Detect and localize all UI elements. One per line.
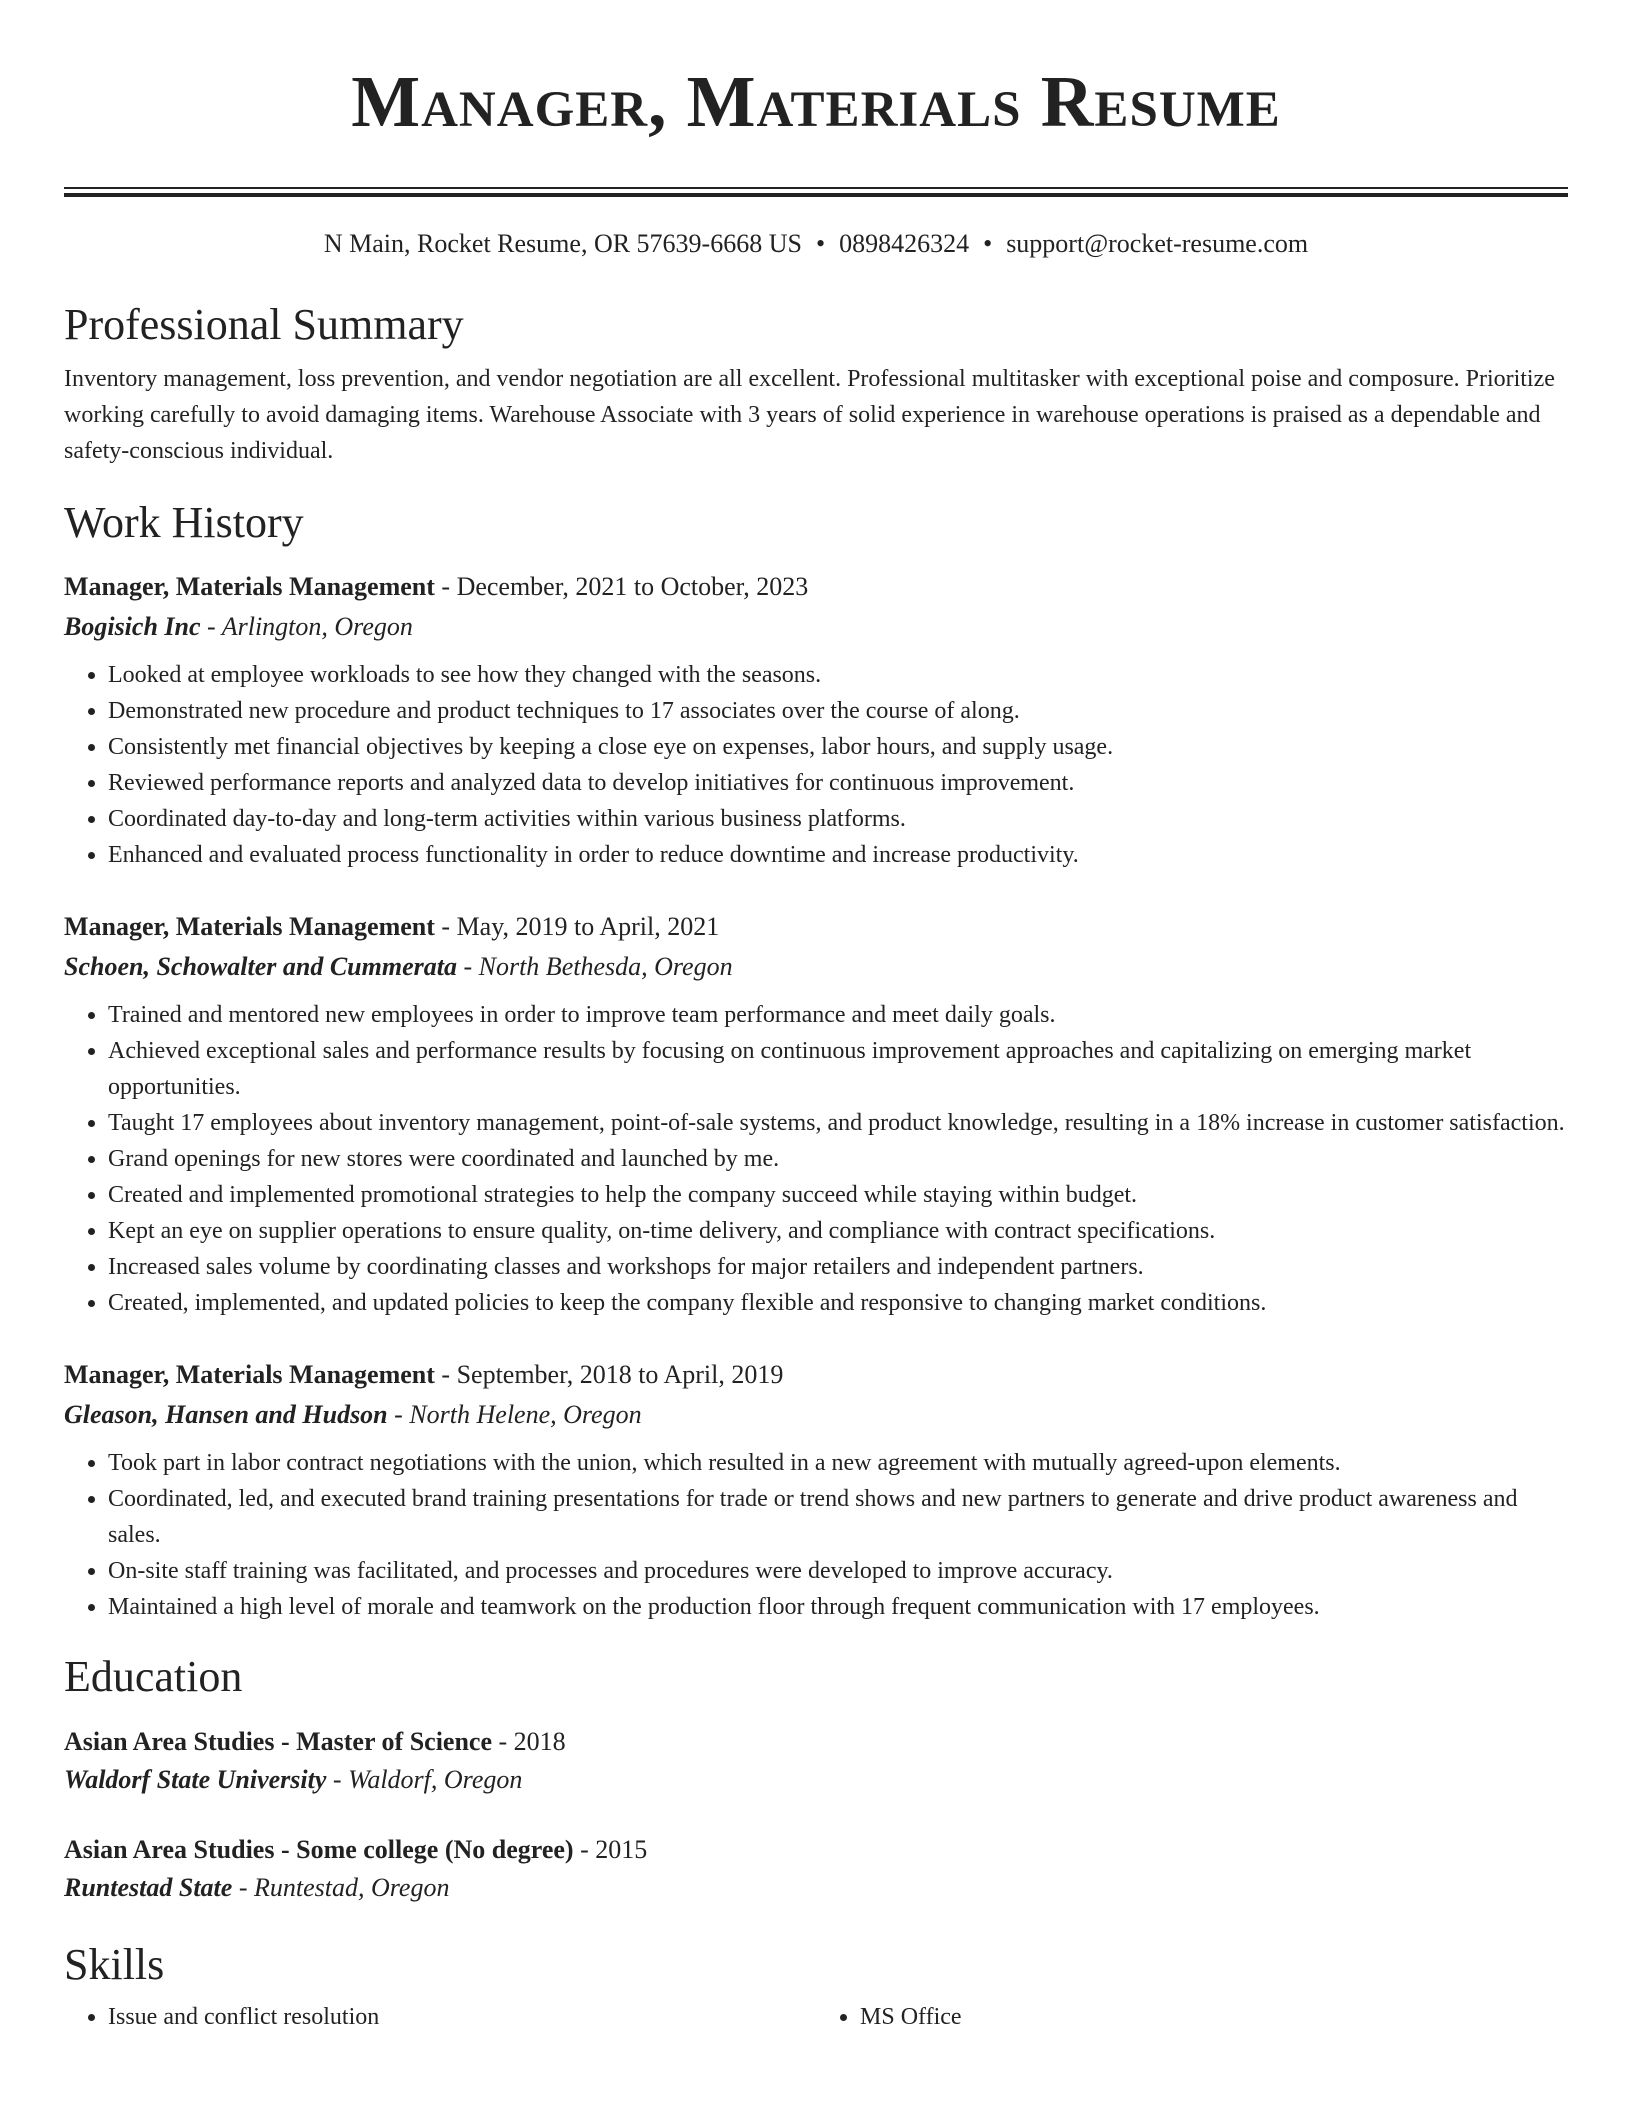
- work-history-heading: Work History: [64, 498, 304, 547]
- job-bullet: • Kept an eye on supplier operations to ensure quality, on-time delivery, and compliance with contract specifications.: [108, 1213, 1568, 1249]
- job-title: Manager, Materials Management: [64, 912, 435, 941]
- contact-separator: •: [983, 229, 993, 258]
- education-degree: Asian Area Studies - Master of Science: [64, 1727, 492, 1756]
- contact-line: [64, 227, 1568, 261]
- job-bullets: [64, 997, 1568, 1321]
- job-company: Gleason, Hansen and Hudson: [64, 1400, 388, 1429]
- contact-address: N Main, Rocket Resume, OR 57639-6668 US: [323, 229, 802, 258]
- job-title-line: [64, 1355, 1568, 1395]
- job-entry: [64, 1355, 1568, 1625]
- education-entry: [64, 1723, 1568, 1799]
- job-company-line: [64, 607, 1568, 647]
- job-bullet: • On-site staff training was facilitated, and processes and procedures were developed to improve accuracy.: [108, 1553, 1568, 1589]
- job-dates: - May, 2019 to April, 2021: [434, 912, 720, 941]
- education-school-line: [64, 1761, 1568, 1799]
- job-bullet: • Increased sales volume by coordinating classes and workshops for major retailers and independent partners.: [108, 1249, 1568, 1285]
- job-company: Bogisich Inc: [64, 612, 201, 641]
- contact-email: support@rocket-resume.com: [1006, 229, 1309, 258]
- skill-item: • MS Office: [860, 1999, 1568, 2035]
- job-title: Manager, Materials Management: [64, 572, 435, 601]
- job-bullet: • Took part in labor contract negotiations with the union, which resulted in a new agreement with mutually agreed-upon elements.: [108, 1445, 1568, 1481]
- skills-list: [64, 1999, 1568, 2035]
- job-company: Schoen, Schowalter and Cummerata: [64, 952, 457, 981]
- job-bullet: • Trained and mentored new employees in order to improve team performance and meet daily goals.: [108, 997, 1568, 1033]
- job-bullet: • Grand openings for new stores were coordinated and launched by me.: [108, 1141, 1568, 1177]
- skill-item: • Issue and conflict resolution: [108, 1999, 816, 2035]
- education-location: - Runtestad, Oregon: [232, 1873, 450, 1902]
- job-bullet: • Created and implemented promotional strategies to help the company succeed while staying within budget.: [108, 1177, 1568, 1213]
- title-divider: [64, 187, 1568, 197]
- contact-phone: 0898426324: [839, 229, 970, 258]
- job-dates: - September, 2018 to April, 2019: [434, 1360, 784, 1389]
- skills-column-right: [816, 1999, 1568, 2035]
- job-bullet: • Coordinated, led, and executed brand training presentations for trade or trend shows and new partners to generate and drive product awareness and sales.: [108, 1481, 1568, 1553]
- job-bullet: • Reviewed performance reports and analyzed data to develop initiatives for continuous improvement.: [108, 765, 1568, 801]
- job-bullet: • Coordinated day-to-day and long-term activities within various business platforms.: [108, 801, 1568, 837]
- contact-separator: •: [815, 229, 826, 258]
- job-title-line: [64, 907, 1568, 947]
- job-dates: - December, 2021 to October, 2023: [434, 572, 809, 601]
- education-location: - Waldorf, Oregon: [326, 1765, 523, 1794]
- job-company-line: [64, 947, 1568, 987]
- job-entry: [64, 567, 1568, 873]
- education-year: - 2018: [492, 1727, 566, 1756]
- education-school-line: [64, 1869, 1568, 1907]
- job-bullet: • Enhanced and evaluated process functionality in order to reduce downtime and increase productivity.: [108, 837, 1568, 873]
- job-bullet: • Consistently met financial objectives by keeping a close eye on expenses, labor hours, and supply usage.: [108, 729, 1568, 765]
- job-bullet: • Achieved exceptional sales and performance results by focusing on continuous improvement approaches and capitalizing on emerging market opportunities.: [108, 1033, 1568, 1105]
- job-company-line: [64, 1395, 1568, 1435]
- education-entry: [64, 1831, 1568, 1907]
- job-bullet: • Looked at employee workloads to see how they changed with the seasons.: [108, 657, 1568, 693]
- skills-heading: Skills: [64, 1940, 165, 1989]
- job-entry: [64, 907, 1568, 1321]
- job-bullets: [64, 1445, 1568, 1625]
- skills-column-left: [64, 1999, 816, 2035]
- job-location: - North Helene, Oregon: [387, 1400, 642, 1429]
- job-title-line: [64, 567, 1568, 607]
- job-bullet: • Created, implemented, and updated policies to keep the company flexible and responsive to changing market conditions.: [108, 1285, 1568, 1321]
- education-school: Waldorf State University: [64, 1765, 327, 1794]
- job-bullet: • Demonstrated new procedure and product techniques to 17 associates over the course of along.: [108, 693, 1568, 729]
- resume-title: Manager, Materials Resume: [351, 61, 1281, 142]
- job-bullet: • Maintained a high level of morale and teamwork on the production floor through frequent communication with 17 employees.: [108, 1589, 1568, 1625]
- job-location: - North Bethesda, Oregon: [456, 952, 733, 981]
- job-location: - Arlington, Oregon: [200, 612, 413, 641]
- education-degree-line: [64, 1831, 1568, 1869]
- education-degree: Asian Area Studies - Some college (No degree): [64, 1835, 574, 1864]
- job-title: Manager, Materials Management: [64, 1360, 435, 1389]
- summary-heading: Professional Summary: [64, 300, 464, 349]
- job-bullets: [64, 657, 1568, 873]
- education-year: - 2015: [573, 1835, 648, 1864]
- summary-text: Inventory management, loss prevention, and vendor negotiation are all excellent. Professional multitasker with exceptional poise and composure. Prioritize working carefully to avoid damaging items. Warehouse Associate with 3 years of solid experience in warehouse operations is praised as a dependable and safety-conscious individual.: [64, 366, 1555, 464]
- education-heading: Education: [64, 1652, 243, 1701]
- job-bullet: • Taught 17 employees about inventory management, point-of-sale systems, and product knowledge, resulting in a 18% increase in customer satisfaction.: [108, 1105, 1568, 1141]
- education-school: Runtestad State: [64, 1873, 233, 1902]
- education-degree-line: [64, 1723, 1568, 1761]
